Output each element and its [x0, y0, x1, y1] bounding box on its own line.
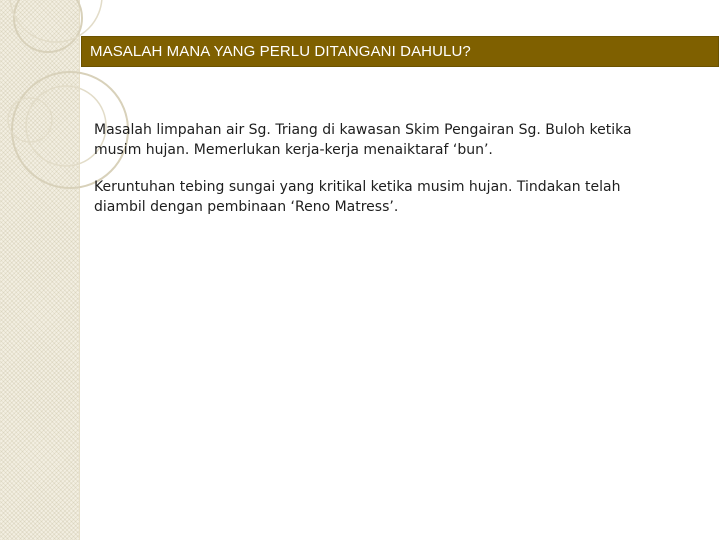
title-bar — [81, 36, 719, 67]
slide-body — [94, 120, 674, 234]
paragraph-1: Masalah limpahan air Sg. Triang di kawasan Skim Pengairan Sg. Buloh ketika musim hujan. Memerlukan kerja-kerja menaiktaraf ‘bun’. — [94, 122, 632, 158]
paragraph-2: Keruntuhan tebing sungai yang kritikal ketika musim hujan. Tindakan telah diambil dengan pembinaan ‘Reno Matress’. — [94, 179, 621, 215]
left-pattern-band — [0, 0, 80, 540]
slide-title: MASALAH MANA YANG PERLU DITANGANI DAHULU? — [90, 43, 471, 60]
